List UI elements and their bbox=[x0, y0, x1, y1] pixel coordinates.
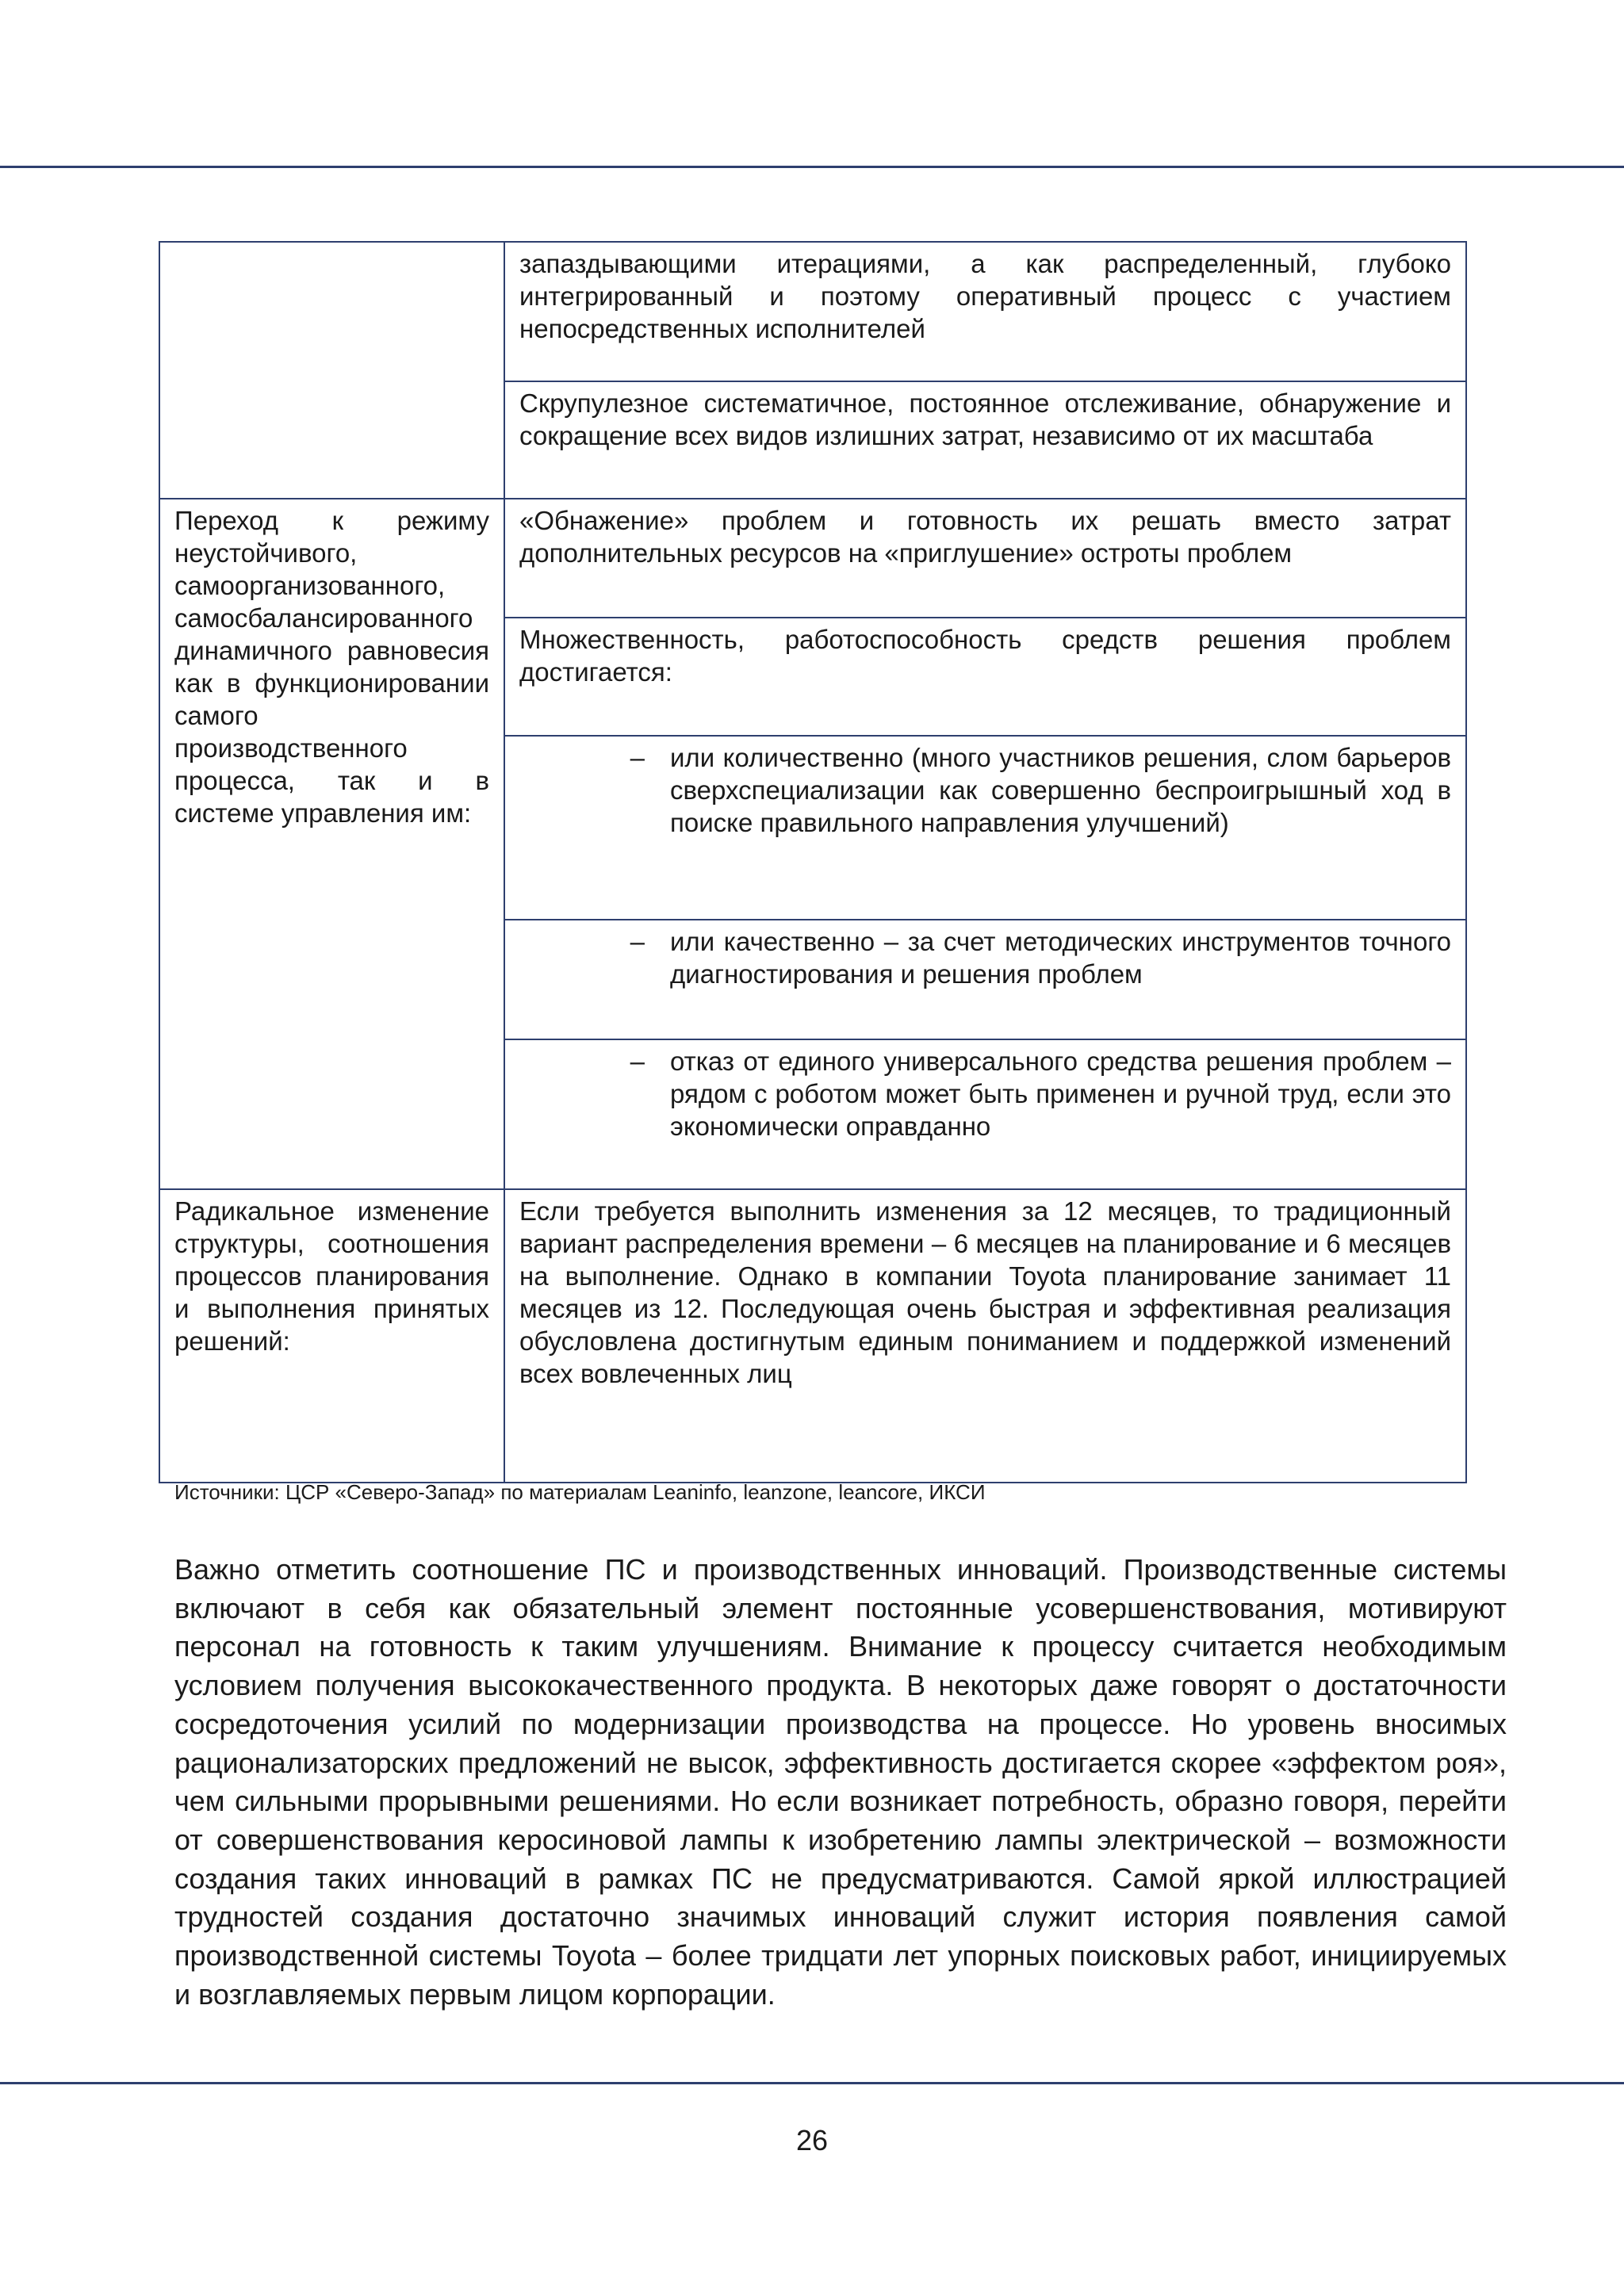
table-cell bbox=[504, 1039, 1466, 1189]
cell-text: «Обнажение» проблем и готовность их решать вместо затрат дополнительных ресурсов на «приглушение» остроты проблем bbox=[519, 506, 1451, 568]
table-cell-empty bbox=[159, 242, 504, 499]
table-cell-header bbox=[159, 499, 504, 1189]
table-cell bbox=[504, 618, 1466, 736]
cell-text: Множественность, работоспособность средств решения проблем достигается: bbox=[519, 625, 1451, 687]
table-cell bbox=[504, 920, 1466, 1039]
list-item bbox=[519, 925, 1451, 990]
cell-text: запаздывающими итерациями, а как распределенный, глубоко интегрированный и поэтому оперативный процесс с участием непосредственных исполнителей bbox=[519, 249, 1451, 343]
list-item bbox=[519, 1045, 1451, 1142]
page-number: 26 bbox=[795, 2124, 829, 2156]
cell-text: или количественно (много участников решения, слом барьеров сверхспециализации как совершенно беспроигрышный ход в поиске правильного направления улучшений) bbox=[670, 743, 1451, 837]
dash-marker: – bbox=[630, 1047, 645, 1076]
dash-marker: – bbox=[630, 927, 645, 956]
table-cell bbox=[504, 736, 1466, 920]
table-row bbox=[159, 499, 1466, 618]
table-cell bbox=[504, 381, 1466, 499]
cell-text: или качественно – за счет методических инструментов точного диагностирования и решения проблем bbox=[670, 927, 1451, 989]
table-row bbox=[159, 242, 1466, 381]
table-row bbox=[159, 1189, 1466, 1483]
table-cell bbox=[504, 1189, 1466, 1483]
dash-marker: – bbox=[630, 743, 645, 772]
cell-text: Скрупулезное систематичное, постоянное отслеживание, обнаружение и сокращение всех видов излишних затрат, независимо от их масштаба bbox=[519, 388, 1451, 450]
table-cell bbox=[504, 242, 1466, 381]
header-divider bbox=[0, 166, 1624, 168]
table-cell-header bbox=[159, 1189, 504, 1483]
cell-text: Если требуется выполнить изменения за 12 месяцев, то традиционный вариант распределения времени – 6 месяцев на планирование и 6 месяцев на выполнение. Однако в компании Toyota планирование занимает 11 месяцев из 12. Последующая очень быстрая и эффективная реализация обусловлена достигнутым единым пониманием и поддержкой изменений всех вовлеченных лиц bbox=[519, 1196, 1451, 1388]
principles-table bbox=[159, 241, 1467, 1483]
list-item bbox=[519, 741, 1451, 839]
row-heading: Радикальное изменение структуры, соотношения процессов планирования и выполнения принятых решений: bbox=[174, 1196, 489, 1356]
row-heading: Переход к режиму неустойчивого, самоорганизованного, самосбалансированного динамичного равновесия как в функционировании самого производственного процесса, так и в системе управления им: bbox=[174, 506, 489, 828]
table-cell bbox=[504, 499, 1466, 618]
cell-text: отказ от единого универсального средства решения проблем – рядом с роботом может быть применен и ручной труд, если это экономически оправданно bbox=[670, 1047, 1451, 1141]
footer-divider bbox=[0, 2082, 1624, 2084]
source-note: Источники: ЦСР «Северо-Запад» по материалам Leaninfo, leanzone, leancore, ИКСИ bbox=[174, 1480, 986, 1504]
body-paragraph: Важно отметить соотношение ПС и производственных инноваций. Производственные системы включают в себя как обязательный элемент постоянные усовершенствования, мотивируют персонал на готовность к таким улучшениям. Внимание к процессу считается необходимым условием получения высококачественного продукта. В некоторых даже говорят о достаточности сосредоточения усилий по модернизации производства на процессе. Но уровень вносимых рационализаторских предложений не высок, эффективность достигается скорее «эффектом роя», чем сильными прорывными решениями. Но если возникает потребность, образно говоря, перейти от совершенствования керосиновой лампы к изобретению лампы электрической – возможности создания таких инноваций в рамках ПС не предусматриваются. Самой яркой иллюстрацией трудностей создания достаточно значимых инноваций служит история появления самой производственной системы Toyota – более тридцати лет упорных поисковых работ, инициируемых и возглавляемых первым лицом корпорации. bbox=[174, 1553, 1507, 2011]
